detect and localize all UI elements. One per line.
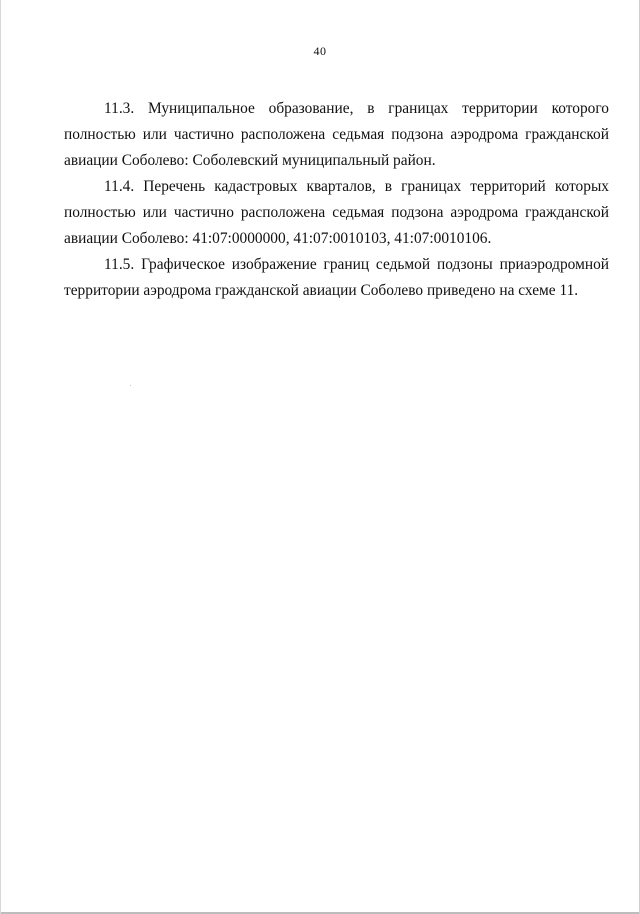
document-body	[64, 96, 609, 304]
paragraph-11-3: 11.3. Муниципальное образование, в границах территории которого полностью или частично расположена седьмая подзона аэродрома гражданской авиации Соболево: Соболевский муниципальный район.	[64, 100, 609, 169]
scan-speck	[130, 385, 131, 386]
paragraph-11-4: 11.4. Перечень кадастровых кварталов, в границах территорий которых полностью или частично расположена седьмая подзона аэродрома гражданской авиации Соболево: 41:07:0000000, 41:07:0010103, 41:07:0010106.	[64, 178, 609, 247]
paragraph-11-5: 11.5. Графическое изображение границ седьмой подзоны приаэродромной территории аэродрома гражданской авиации Соболево приведено на схеме 11.	[64, 256, 609, 299]
page-number: 40	[313, 44, 327, 58]
